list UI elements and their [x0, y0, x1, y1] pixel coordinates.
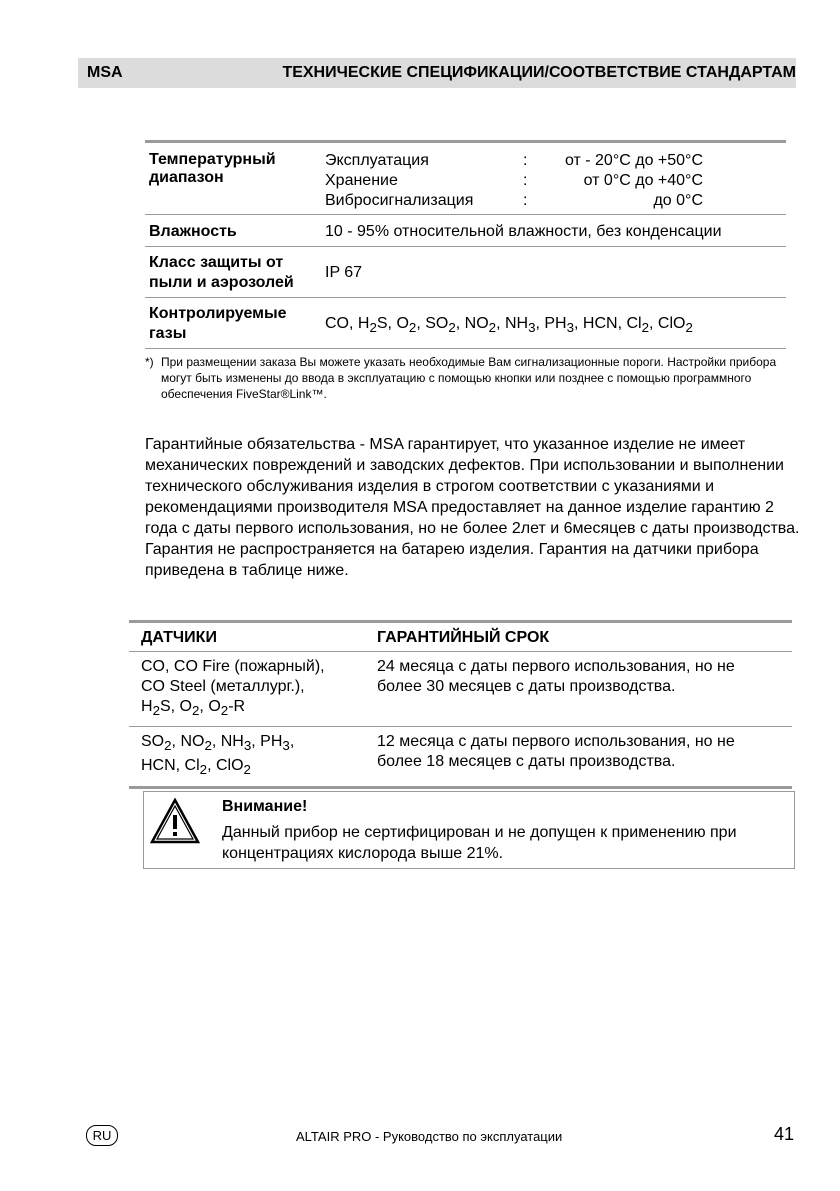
spec-value-gases: CO, $H_2S$, $O_2$, $SO_2$, $NO_2$, $NH_3$, $PH_3$, HCN, $Cl_2$, ClO$_2$ [325, 315, 693, 336]
warranty-row [129, 727, 792, 787]
footnote-text: При размещении заказа Вы можете указать необходимые Вам сигнализационные пороги. Настройки прибора могут быть изменены до ввода в эксплуатацию с помощью кнопки или позднее с помощью программного обеспечения FiveStar®Link™. [161, 355, 777, 401]
spec-value-protection: IP 67 [325, 264, 363, 281]
spec-table [145, 140, 786, 349]
spec-row-temperature [145, 142, 786, 215]
temperature-vibro-value: до 0°C [653, 192, 703, 209]
language-badge: RU [86, 1125, 118, 1146]
temperature-vibro-colon: : [523, 192, 528, 209]
warranty-term-cell: 24 месяца с даты первого использования, но не более 30 месяцев с даты производства. [377, 658, 735, 695]
temperature-vibro [325, 191, 786, 211]
warranty-header-row [129, 622, 792, 652]
temperature-operation [325, 151, 786, 171]
temperature-vibro-name: Вибросигнализация [325, 192, 474, 209]
spec-label-humidity: Влажность [149, 223, 237, 240]
temperature-storage-name: Хранение [325, 172, 398, 189]
spec-row-protection [145, 247, 786, 298]
spec-row-gases [145, 298, 786, 349]
temperature-storage [325, 171, 786, 191]
caution-text: Данный прибор не сертифицирован и не допущен к применению при концентрациях кислорода выше 21%. [222, 824, 737, 862]
warranty-header-sensors: ДАТЧИКИ [141, 629, 217, 646]
temperature-operation-colon: : [523, 152, 528, 169]
warranty-sensors-cell: CO, CO Fire (пожарный), CO Steel (металлург.), $H_2S$, $O_2$, $O_2-R$ [141, 658, 325, 719]
footnote [145, 354, 795, 402]
warranty-term-cell: 12 месяца с даты первого использования, но не более 18 месяцев с даты производства. [377, 733, 735, 771]
header-brand: MSA [87, 64, 123, 81]
spec-temperature-values [325, 142, 786, 215]
temperature-operation-name: Эксплуатация [325, 152, 429, 169]
warranty-sensors-cell: $SO_2$, $NO_2$, $NH_3$, $PH_3$, HCN, $Cl_2$, ClO$_2$ [141, 733, 295, 778]
spec-label-temperature: Температурный диапазон [149, 151, 276, 186]
temperature-storage-value: от 0°C до +40°C [583, 172, 703, 189]
warranty-table [129, 620, 792, 789]
spec-value-humidity: 10 - 95% относительной влажности, без конденсации [325, 223, 722, 240]
temperature-operation-value: от - 20°C до +50°C [564, 152, 703, 169]
warranty-paragraph: Гарантийные обязательства - MSA гарантирует, что указанное изделие не имеет механических повреждений и заводских дефектов. При использовании и выполнении технического обслуживания изделия в строгом соответствии с указаниями и рекомендациями производителя MSA предоставляет на данное изделие гарантию 2 года с даты первого использования, но не более 2лет и 6месяцев с даты производства. Гарантия не распространяется на батарею изделия. Гарантия на датчики прибора приведена в таблице ниже. [145, 436, 800, 579]
footnote-mark: *) [145, 355, 154, 369]
caution-title: Внимание! [222, 798, 308, 815]
page-number: 41 [774, 1124, 795, 1144]
caution-box [143, 791, 795, 869]
warranty-row [129, 652, 792, 727]
page-header [78, 58, 796, 88]
warranty-header-term: ГАРАНТИЙНЫЙ СРОК [377, 629, 550, 646]
spec-row-humidity [145, 215, 786, 247]
spec-label-gases: Контролируемые газы [149, 305, 287, 342]
spec-label-protection: Класс защиты от пыли и аэрозолей [149, 254, 294, 291]
header-title: ТЕХНИЧЕСКИЕ СПЕЦИФИКАЦИИ/СООТВЕТСТВИЕ СТАНДАРТАМ [282, 64, 796, 81]
footer-title: ALTAIR PRO - Руководство по эксплуатации [296, 1129, 563, 1144]
temperature-storage-colon: : [523, 172, 528, 189]
warning-triangle-icon [150, 798, 200, 844]
